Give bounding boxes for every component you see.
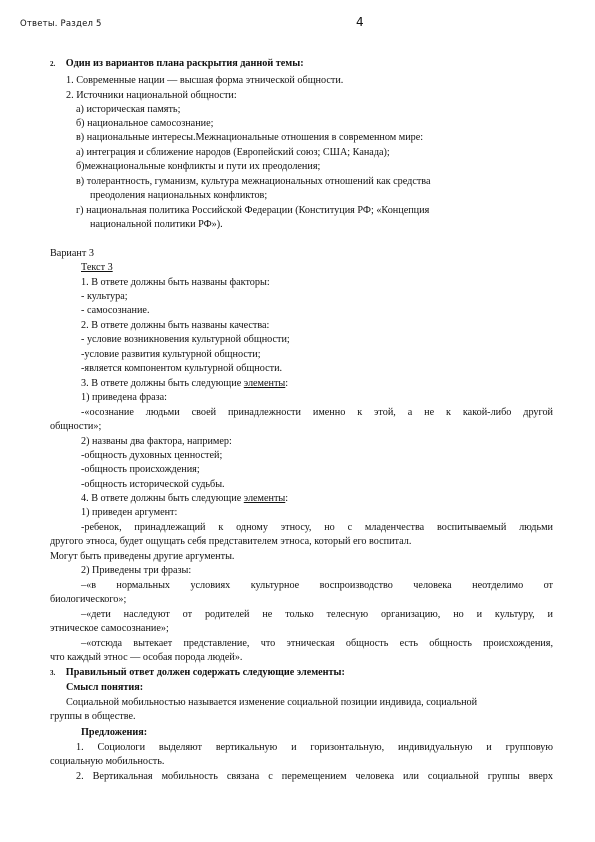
text-label: Текст 3	[81, 262, 113, 273]
list-item: - самосознание.	[81, 305, 150, 316]
plan-item: национальной политики РФ»).	[90, 219, 223, 230]
section-3-marker: 3.	[50, 669, 56, 677]
argument-line: другого этноса, будет ощущать себя представителем этноса, который его воспитал.	[50, 536, 412, 547]
phrase-line: –«в нормальных условиях культурное воспроизводство человека неотделимо от	[81, 580, 553, 591]
argument-line: -ребенок, принадлежащий к одному этносу, но с младенчества воспитываемый людьми	[81, 522, 553, 533]
question-3	[81, 378, 288, 390]
list-item: - условие возникновения культурной общности;	[81, 334, 290, 345]
sentence-line: 2. Вертикальная мобильность связана с перемещением человека или социальной группы вверх	[76, 771, 553, 782]
meaning-label: Смысл понятия:	[66, 682, 144, 693]
question-2: 2. В ответе должны быть названы качества:	[81, 320, 270, 331]
list-item: - культура;	[81, 291, 128, 302]
list-item: -общность исторической судьбы.	[81, 479, 225, 490]
section-2-heading-line	[50, 58, 304, 70]
meaning-text: Социальной мобильностью называется изменение социальной позиции индивида, социальной	[66, 697, 478, 708]
section-3-heading: Правильный ответ должен содержать следующие элементы:	[65, 667, 345, 678]
plan-item: г) национальная политика Российской Федерации (Конституция РФ; «Концепция	[76, 205, 430, 216]
sentence-line: социальную мобильность.	[50, 756, 165, 767]
list-item: 2) Приведены три фразы:	[81, 565, 192, 576]
plan-item: 1. Современные нации — высшая форма этнической общности.	[66, 75, 344, 86]
phrase-line: –«отсюда вытекает представление, что этническая общность есть общность происхождения,	[81, 638, 553, 649]
list-item: -условие развития культурной общности;	[81, 349, 261, 360]
argument-note: Могут быть приведены другие аргументы.	[50, 551, 235, 562]
question-1: 1. В ответе должны быть названы факторы:	[81, 277, 270, 288]
plan-item: преодоления национальных конфликтов;	[90, 190, 268, 201]
list-item: -общность духовных ценностей;	[81, 450, 223, 461]
question-3-text: 3. В ответе должны быть следующие	[81, 378, 244, 389]
plan-item: 2. Источники национальной общности:	[66, 90, 237, 101]
quote-line: -«осознание людьми своей принадлежности именно к этой, а не к какой-либо другой	[81, 407, 553, 418]
phrase-line: –«дети наследуют от родителей не только телесную организацию, но и культуру, и	[81, 609, 553, 620]
question-4-text: 4. В ответе должны быть следующие	[81, 493, 244, 504]
phrase-line: что каждый этнос — особая порода людей».	[50, 652, 243, 663]
phrase-line: этническое самосознание»;	[50, 623, 169, 634]
plan-item: б) национальное самосознание;	[76, 118, 214, 129]
question-3-colon: :	[285, 378, 289, 389]
quote-line: общности»;	[50, 421, 102, 432]
question-4-colon: :	[285, 493, 289, 504]
elements-link[interactable]: элементы	[243, 378, 286, 389]
meaning-text: группы в обществе.	[50, 711, 136, 722]
plan-item: а) историческая память;	[76, 104, 181, 115]
section-3-heading-line	[50, 667, 345, 679]
elements-link[interactable]: элементы	[243, 493, 286, 504]
sentence-line: 1. Социологи выделяют вертикальную и горизонтальную, индивидуальную и групповую	[76, 742, 553, 753]
phrase-line: биологического»;	[50, 594, 127, 605]
list-item: -общность происхождения;	[81, 464, 200, 475]
plan-item: в) толерантность, гуманизм, культура межнациональных отношений как средства	[76, 176, 431, 187]
list-item: -является компонентом культурной общности.	[81, 363, 283, 374]
page-header-title: Ответы. Раздел 5	[20, 19, 102, 29]
page-number: 4	[356, 15, 364, 29]
question-4	[81, 493, 288, 505]
plan-item: в) национальные интересы.Межнациональные отношения в современном мире:	[76, 132, 424, 143]
variant-title: Вариант 3	[50, 248, 94, 259]
sentences-label: Предложения:	[81, 727, 148, 738]
list-item: 1) приведен аргумент:	[81, 507, 178, 518]
section-2-marker: 2.	[50, 60, 56, 68]
plan-item: а) интеграция и сближение народов (Европейский союз; США; Канада);	[76, 147, 390, 158]
plan-item: б)межнациональные конфликты и пути их преодоления;	[76, 161, 321, 172]
section-2-heading: Один из вариантов плана раскрытия данной темы:	[65, 58, 304, 69]
list-item: 2) названы два фактора, например:	[81, 436, 232, 447]
list-item: 1) приведена фраза:	[81, 392, 167, 403]
